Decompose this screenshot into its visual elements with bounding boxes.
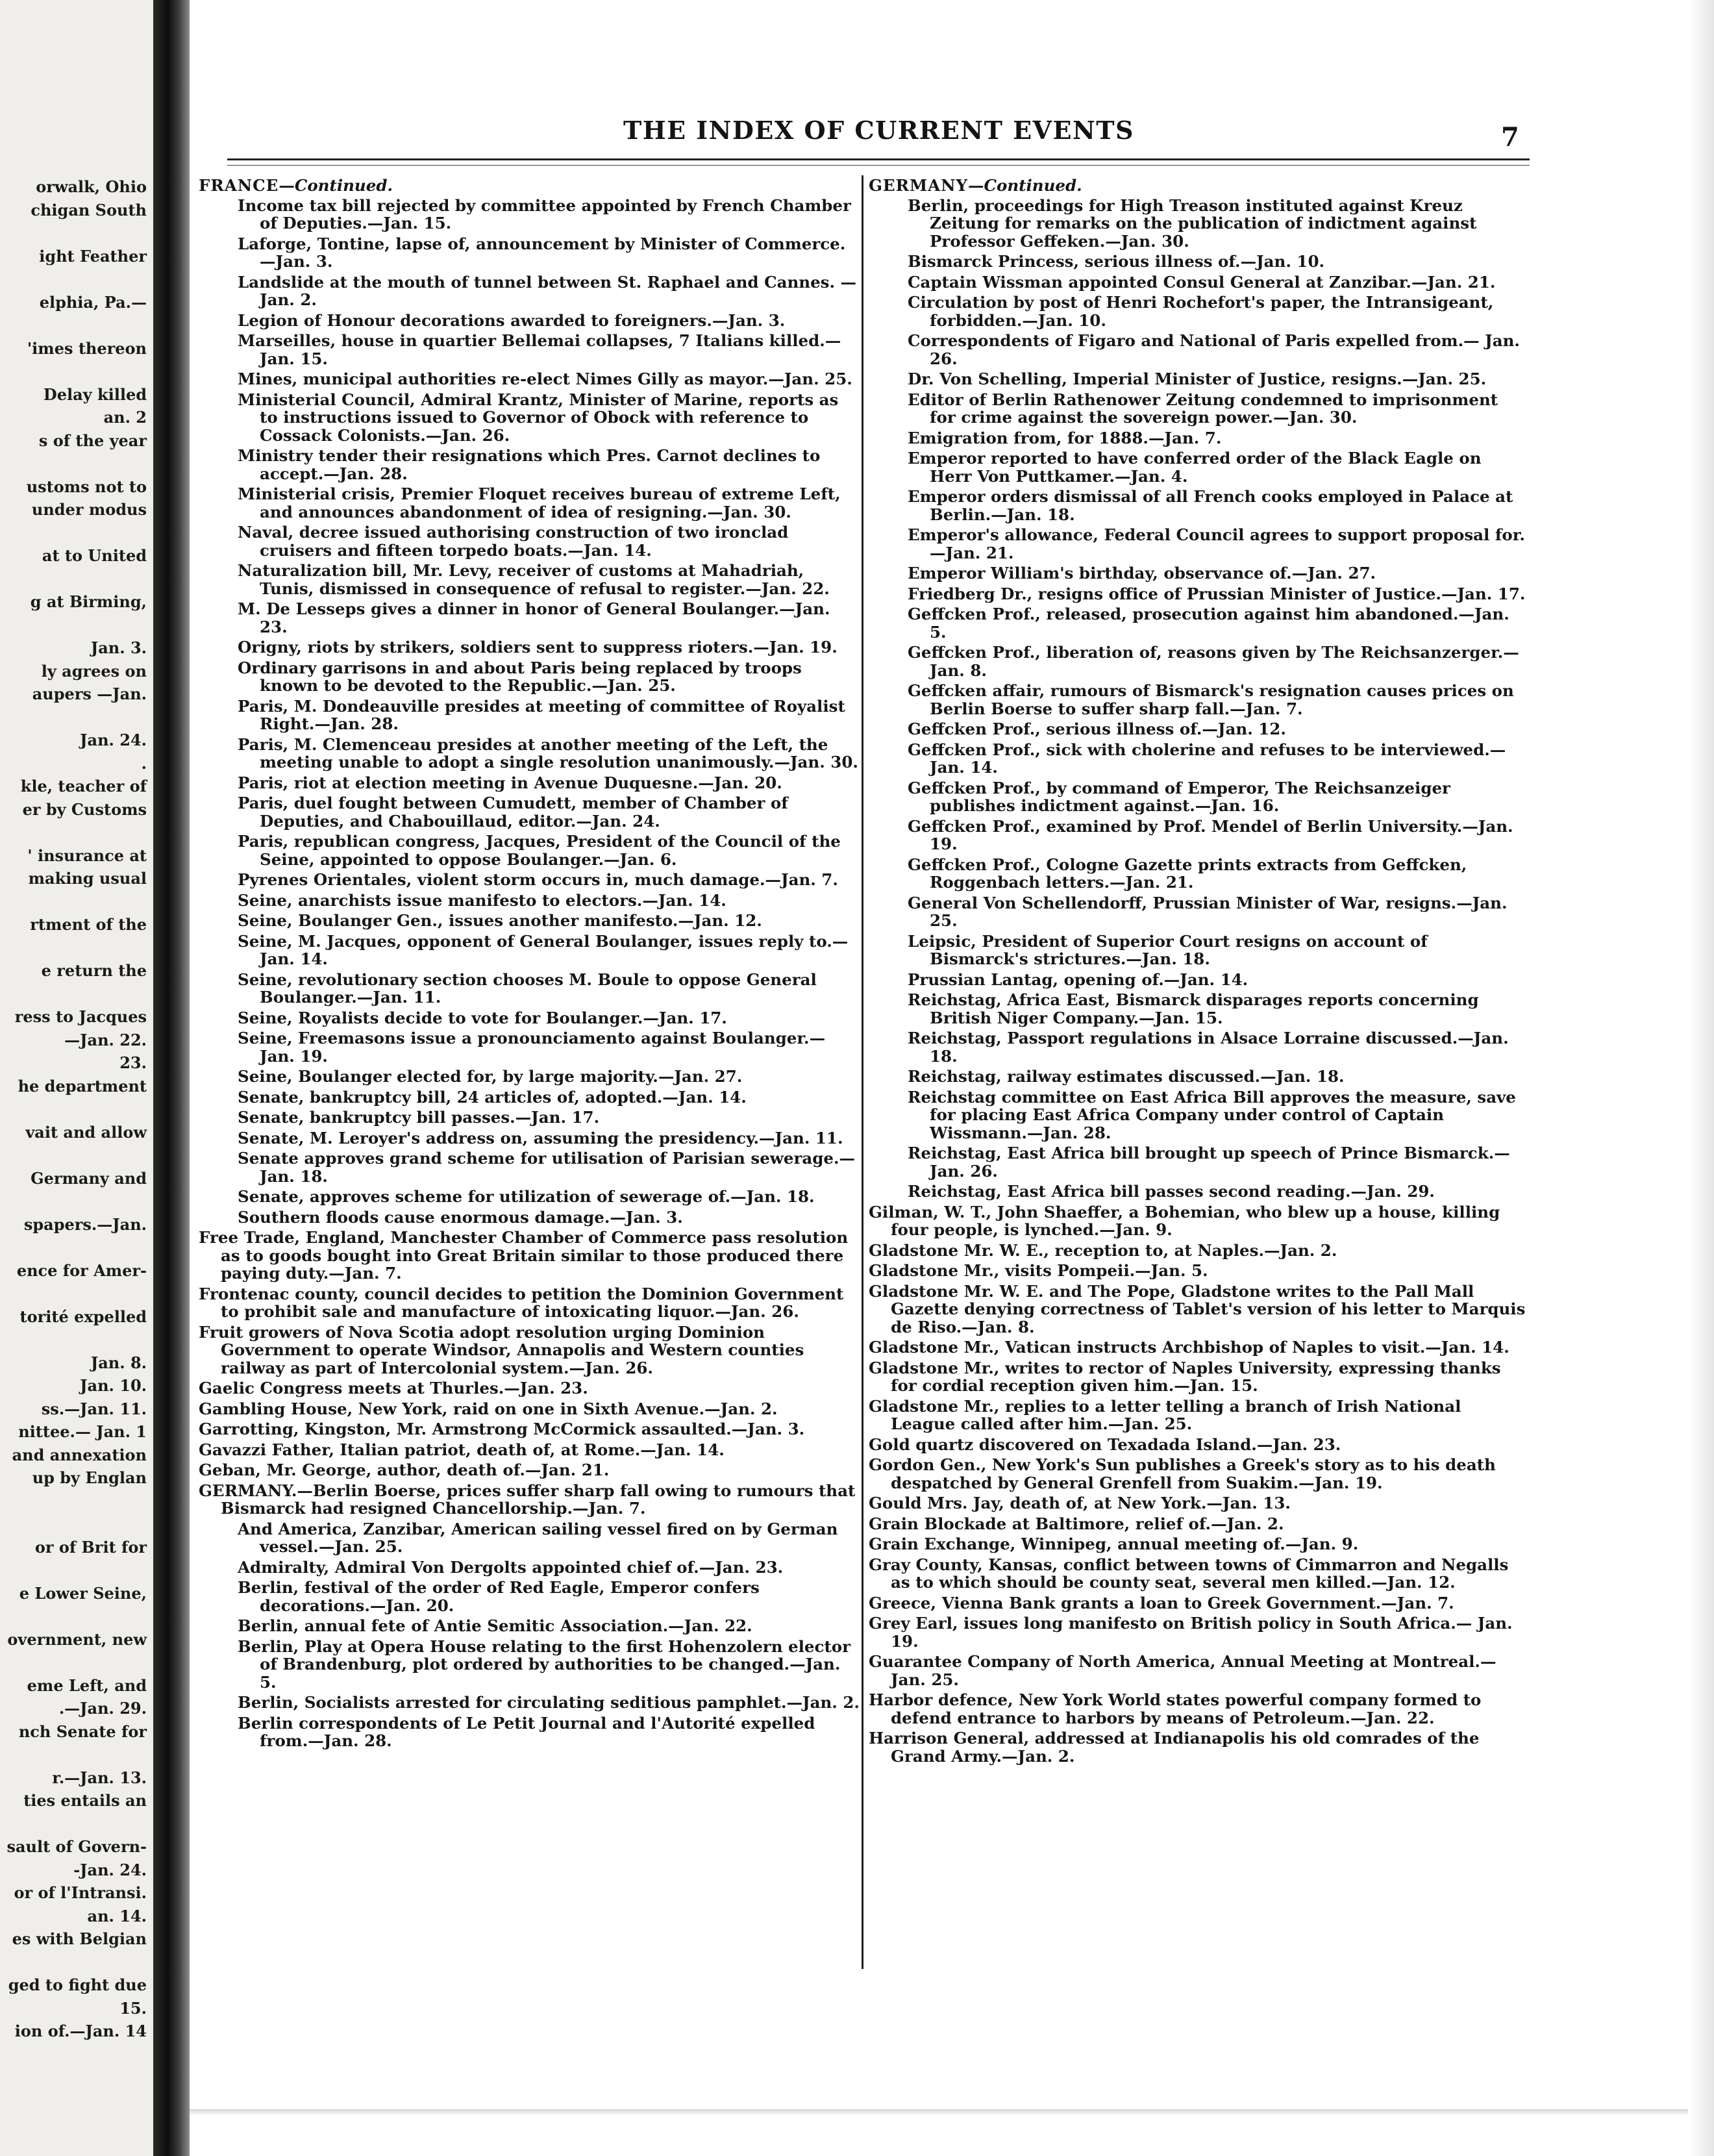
index-entry: Fruit growers of Nova Scotia adopt resolution urging Dominion Government to operate Windsor, Annapolis and Western counties railway as part of Intercolonial system.—Jan. 26. — [199, 1322, 804, 1377]
fragment-line: overnment, new — [7, 1629, 147, 1649]
fragment-line: ence for Amer- — [16, 1260, 147, 1280]
fragment-line — [0, 268, 151, 291]
fragment-line — [0, 936, 151, 960]
index-entry: Income tax bill rejected by committee appointed by French Chamber of Deputies.—Jan. 15. — [238, 195, 851, 232]
index-entry: Gordon Gen., New York's Sun publishes a Greek's story as to his death despatched by General Grenfell from Suakim.—Jan. 19. — [869, 1455, 1496, 1492]
index-entry: Senate, M. Leroyer's address on, assuming the presidency.—Jan. 11. — [238, 1128, 843, 1147]
fragment-line — [0, 1490, 151, 1513]
page-title: THE INDEX OF CURRENT EVENTS — [623, 116, 1134, 145]
index-entry: Gambling House, New York, raid on one in Sixth Avenue.—Jan. 2. — [199, 1399, 778, 1418]
index-entry: Geffcken Prof., serious illness of.—Jan. 12. — [908, 720, 1286, 738]
fragment-line — [0, 568, 151, 591]
index-entry: Geffcken Prof., examined by Prof. Mendel of Berlin University.—Jan. 19. — [908, 816, 1513, 853]
index-entry: Admiralty, Admiral Von Dergolts appointed chief of.—Jan. 23. — [238, 1557, 784, 1577]
index-entry: Berlin, festival of the order of Red Eagle, Emperor confers decorations.—Jan. 20. — [238, 1578, 760, 1615]
facing-page-text — [0, 175, 151, 2043]
index-entry: Free Trade, England, Manchester Chamber of Commerce pass resolution as to goods bought into Great Britain similar to those produced there paying duty.—Jan. 7. — [199, 1228, 849, 1283]
fragment-line: an. 2 — [103, 408, 147, 427]
index-entry: Frontenac county, council decides to petition the Dominion Government to prohibit sale and manufacture of intoxicating liquor.—Jan. 26. — [199, 1284, 844, 1321]
fragment-line: up by Englan — [32, 1468, 147, 1487]
fragment-line: making usual — [28, 869, 147, 888]
fragment-line: orwalk, Ohio — [36, 177, 147, 196]
fragment-line: nch Senate for — [18, 1722, 147, 1741]
fragment-line: ress to Jacques — [14, 1007, 147, 1026]
index-entry: Berlin correspondents of Le Petit Journal and l'Autorité expelled from.—Jan. 28. — [238, 1713, 815, 1750]
index-entry: Gold quartz discovered on Texadada Island.—Jan. 23. — [869, 1435, 1341, 1454]
fragment-line: ly agrees on — [41, 661, 147, 681]
index-entry: Paris, M. Dondeauville presides at meeting of committee of Royalist Right.—Jan. 28. — [238, 696, 845, 733]
fragment-line — [0, 1605, 151, 1628]
fragment-line: s of the year — [38, 431, 147, 450]
fragment-line — [0, 1512, 151, 1536]
fragment-line: .—Jan. 29. — [58, 1699, 147, 1718]
index-entry: Marseilles, house in quartier Bellemai collapses, 7 Italians killed.— Jan. 15. — [238, 331, 841, 368]
index-entry: Seine, revolutionary section chooses M. Boule to oppose General Boulanger.—Jan. 11. — [238, 970, 817, 1007]
index-entry: Emperor's allowance, Federal Council agrees to support proposal for. —Jan. 21. — [908, 525, 1525, 562]
index-entry: Naval, decree issued authorising construction of two ironclad cruisers and fifteen torpedo boats.—Jan. 14. — [238, 523, 789, 560]
index-entry: Guarantee Company of North America, Annual Meeting at Montreal.— Jan. 25. — [869, 1652, 1497, 1689]
fragment-line — [0, 360, 151, 383]
index-entry: Gladstone Mr., Vatican instructs Archbishop of Naples to visit.—Jan. 14. — [869, 1338, 1509, 1357]
fragment-line — [0, 1812, 151, 1836]
index-column-left — [199, 177, 860, 1753]
index-entry: Southern floods cause enormous damage.—Jan. 3. — [238, 1207, 683, 1227]
fragment-line: rtment of the — [30, 915, 147, 934]
index-entry: Emperor orders dismissal of all French cooks employed in Palace at Berlin.—Jan. 18. — [908, 487, 1513, 524]
fragment-line — [0, 1144, 151, 1167]
index-entry: Seine, anarchists issue manifesto to electors.—Jan. 14. — [238, 890, 727, 910]
header-rule-thin — [227, 165, 1530, 166]
index-entry: Laforge, Tontine, lapse of, announcement by Minister of Commerce. —Jan. 3. — [238, 234, 846, 271]
index-entry: Emperor William's birthday, observance of.—Jan. 27. — [908, 564, 1376, 583]
fragment-line: eme Left, and — [27, 1675, 147, 1695]
index-entry: Grey Earl, issues long manifesto on British policy in South Africa.— Jan. 19. — [869, 1614, 1513, 1651]
fragment-line: Jan. 24. — [80, 731, 147, 749]
index-entry: Emperor reported to have conferred order of the Black Eagle on Herr Von Puttkamer.—Jan. 4. — [908, 449, 1482, 486]
index-entry: M. De Lesseps gives a dinner in honor of General Boulanger.—Jan. 23. — [238, 599, 830, 636]
fragment-line: Jan. 10. — [80, 1376, 147, 1395]
index-entry: Paris, duel fought between Cumudett, member of Chamber of Deputies, and Chabouillaud, editor.—Jan. 24. — [238, 794, 788, 831]
fragment-line: ties entails an — [23, 1791, 147, 1810]
index-entry: Emigration from, for 1888.—Jan. 7. — [908, 428, 1222, 447]
fragment-line: Germany and — [31, 1168, 147, 1188]
page-right-edge — [1688, 0, 1714, 2156]
index-entry: Captain Wissman appointed Consul General at Zanzibar.—Jan. 21. — [908, 272, 1496, 292]
index-entry: Landslide at the mouth of tunnel between St. Raphael and Cannes. —Jan. 2. — [238, 272, 857, 309]
index-entry: Reichstag, Passport regulations in Alsace Lorraine discussed.—Jan. 18. — [908, 1029, 1509, 1066]
index-entry: Geffcken Prof., sick with cholerine and refuses to be interviewed.— Jan. 14. — [908, 740, 1506, 777]
fragment-line — [0, 706, 151, 729]
fragment-line: 'imes thereon — [27, 338, 147, 358]
index-entry: Harbor defence, New York World states powerful company formed to defend entrance to harbors by means of Petroleum.—Jan. 22. — [869, 1690, 1482, 1727]
fragment-line: 23. — [119, 1053, 147, 1072]
index-entry: Geffcken Prof., released, prosecution against him abandoned.—Jan. 5. — [908, 605, 1509, 642]
index-entry: Gladstone Mr. W. E., reception to, at Naples.—Jan. 2. — [869, 1240, 1337, 1260]
index-entry: Senate approves grand scheme for utilisation of Parisian sewerage.— Jan. 18. — [238, 1149, 855, 1186]
section-heading-continued: —Continued. — [967, 176, 1082, 195]
fragment-line — [0, 521, 151, 545]
page-bottom-edge — [190, 2109, 1714, 2116]
index-entry: Reichstag, East Africa bill brought up speech of Prince Bismarck.— Jan. 26. — [908, 1144, 1510, 1181]
index-entry: Berlin, proceedings for High Treason instituted against Kreuz Zeitung for remarks on the publication of indictment against Professor Geffeken.—Jan. 30. — [908, 195, 1477, 251]
fragment-line — [0, 221, 151, 245]
section-heading-continued: —Continued. — [279, 176, 393, 195]
index-entries — [869, 1203, 1528, 1766]
fragment-line: g at Birming, — [30, 592, 147, 611]
fragment-line — [0, 1743, 151, 1766]
index-entry: Seine, Freemasons issue a pronounciamento against Boulanger.— Jan. 19. — [238, 1029, 826, 1066]
index-entry: Senate, bankruptcy bill passes.—Jan. 17. — [238, 1108, 600, 1127]
index-entry: Grain Exchange, Winnipeg, annual meeting of.—Jan. 9. — [869, 1535, 1359, 1553]
index-entry: Reichstag, railway estimates discussed.—Jan. 18. — [908, 1067, 1345, 1086]
section-heading-germany — [869, 177, 1528, 195]
index-entry: Greece, Vienna Bank grants a loan to Greek Government.—Jan. 7. — [869, 1593, 1454, 1612]
index-entries — [199, 1229, 860, 1518]
index-entry: Legion of Honour decorations awarded to foreigners.—Jan. 3. — [238, 310, 786, 330]
index-entry: Seine, Royalists decide to vote for Boulanger.—Jan. 17. — [238, 1008, 727, 1027]
index-entry: Prussian Lantag, opening of.—Jan. 14. — [908, 970, 1248, 989]
fragment-line: at to United — [42, 546, 147, 565]
fragment-line — [0, 890, 151, 914]
index-entry: Gaelic Congress meets at Thurles.—Jan. 23. — [199, 1379, 588, 1398]
index-entry: Seine, Boulanger Gen., issues another manifesto.—Jan. 12. — [238, 911, 762, 930]
index-entry: General Von Schellendorff, Prussian Minister of War, resigns.—Jan. 25. — [908, 893, 1508, 930]
fragment-line: sault of Govern- — [6, 1837, 147, 1856]
fragment-line: spapers.—Jan. — [23, 1214, 147, 1234]
fragment-line: or of l'Intransi. — [14, 1883, 147, 1902]
fragment-line: Jan. 3. — [90, 638, 147, 657]
index-entry: Editor of Berlin Rathenower Zeitung condemned to imprisonment for crime against the sovereign power.—Jan. 30. — [908, 390, 1498, 427]
index-entry: Senate, bankruptcy bill, 24 articles of, adopted.—Jan. 14. — [238, 1087, 747, 1107]
index-entry: Grain Blockade at Baltimore, relief of.—Jan. 2. — [869, 1514, 1284, 1533]
fragment-line: ged to fight due — [8, 1975, 147, 1994]
fragment-line: under modus — [31, 500, 147, 519]
index-entry: Ministerial crisis, Premier Floquet receives bureau of extreme Left, and announces abandonment of idea of resigning.—Jan. 30. — [238, 484, 841, 521]
page-number: 7 — [1501, 122, 1519, 153]
fragment-line — [0, 983, 151, 1006]
fragment-line: -Jan. 24. — [73, 1860, 147, 1879]
book-gutter — [153, 0, 190, 2156]
index-entry: Paris, M. Clemenceau presides at another meeting of the Left, the meeting unable to adopt a single resolution unanimously.—Jan. 30. — [238, 734, 858, 771]
index-entry: Garrotting, Kingston, Mr. Armstrong McCormick assaulted.—Jan. 3. — [199, 1420, 805, 1438]
fragment-line — [0, 452, 151, 475]
index-entry: Leipsic, President of Superior Court resigns on account of Bismarck's strictures.—Jan. 18. — [908, 931, 1428, 968]
index-entry: Geban, Mr. George, author, death of.—Jan. 21. — [199, 1460, 610, 1479]
index-entry: Reichstag, Africa East, Bismarck disparages reports concerning British Niger Company.—Jan. 15. — [908, 990, 1479, 1027]
fragment-line: nittee.— Jan. 1 — [18, 1422, 147, 1441]
index-entry: Berlin, Socialists arrested for circulating seditious pamphlet.—Jan. 2. — [238, 1693, 860, 1712]
index-entry: Berlin, annual fete of Antie Semitic Association.—Jan. 22. — [238, 1616, 752, 1635]
index-entry: Paris, republican congress, Jacques, President of the Council of the Seine, appointed to oppose Boulanger.—Jan. 6. — [238, 832, 841, 869]
fragment-line: r.—Jan. 13. — [52, 1768, 147, 1787]
index-entry: Gilman, W. T., John Shaeffer, a Bohemian, who blew up a house, killing four people, is lynched.—Jan. 9. — [869, 1202, 1500, 1239]
index-entry: Geffcken Prof., by command of Emperor, The Reichsanzeiger publishes indictment against.—Jan. 16. — [908, 778, 1450, 815]
fragment-line: he department — [18, 1076, 147, 1096]
fragment-line: e Lower Seine, — [19, 1583, 147, 1603]
france-sub-entries — [199, 197, 860, 1227]
index-entry: Reichstag committee on East Africa Bill approves the measure, save for placing East Africa Company under control of Captain Wissmann.—Jan. 28. — [908, 1087, 1516, 1142]
index-entry: Gould Mrs. Jay, death of, at New York.—Jan. 13. — [869, 1494, 1291, 1512]
fragment-line — [0, 1328, 151, 1351]
index-entry: Seine, Boulanger elected for, by large majority.—Jan. 27. — [238, 1067, 743, 1086]
fragment-line: 15. — [119, 1998, 147, 2018]
germany-sub-entries — [199, 1520, 860, 1750]
fragment-line — [0, 1651, 151, 1674]
index-entry: Gladstone Mr. W. E. and The Pope, Gladstone writes to the Pall Mall Gazette denying correctness of Tablet's version of his letter to Marquis de Riso.—Jan. 8. — [869, 1281, 1526, 1336]
fragment-line — [0, 1559, 151, 1582]
index-entry: Harrison General, addressed at Indianapolis his old comrades of the Grand Army.—Jan. 2. — [869, 1729, 1480, 1766]
column-divider — [862, 175, 863, 1969]
fragment-line: Delay killed — [43, 384, 147, 404]
index-entry: Mines, municipal authorities re-elect Nimes Gilly as mayor.—Jan. 25. — [238, 370, 852, 388]
fragment-line — [0, 1282, 151, 1305]
index-entry: Senate, approves scheme for utilization of sewerage of.—Jan. 18. — [238, 1187, 815, 1206]
index-entry: Pyrenes Orientales, violent storm occurs in, much damage.—Jan. 7. — [238, 870, 838, 889]
header-rule — [227, 158, 1530, 160]
fragment-line — [0, 614, 151, 637]
index-entry: Berlin, Play at Opera House relating to the first Hohenzolern elector of Brandenburg, plot ordered by authorities to be changed.—Jan. 5. — [238, 1636, 851, 1692]
index-entry: Paris, riot at election meeting in Avenue Duquesne.—Jan. 20. — [238, 773, 782, 792]
germany-sub-entries — [869, 197, 1528, 1201]
fragment-line: . — [141, 753, 147, 773]
facing-page-fragment — [0, 0, 156, 2156]
fragment-line: ss.—Jan. 11. — [41, 1399, 147, 1418]
fragment-line: ion of.—Jan. 14 — [14, 2022, 147, 2040]
index-entry: Gladstone Mr., writes to rector of Naples University, expressing thanks for cordial reception given him.—Jan. 15. — [869, 1358, 1501, 1395]
fragment-line: vait and allow — [25, 1122, 147, 1142]
fragment-line — [0, 1190, 151, 1213]
fragment-line: er by Customs — [22, 799, 147, 819]
index-entry: Geffcken Prof., Cologne Gazette prints extracts from Geffcken, Roggenbach letters.—Jan. 21. — [908, 855, 1467, 892]
index-entry: Bismarck Princess, serious illness of.—Jan. 10. — [908, 252, 1325, 271]
index-entry: Gray County, Kansas, conflict between towns of Cimmarron and Negalls as to which should be county seat, several men killed.—Jan. 12. — [869, 1555, 1509, 1592]
index-column-right — [869, 177, 1528, 1768]
fragment-line: ' insurance at — [27, 846, 147, 865]
index-entry: GERMANY.—Berlin Boerse, prices suffer sharp fall owing to rumours that Bismarck had resigned Chancellorship.—Jan. 7. — [199, 1481, 856, 1518]
section-heading-text: FRANCE — [199, 176, 279, 195]
fragment-line — [0, 1097, 151, 1121]
section-heading-france — [199, 177, 860, 195]
fragment-line: ight Feather — [39, 246, 147, 266]
section-heading-text: GERMANY — [869, 176, 968, 195]
fragment-line: or of Brit for — [34, 1537, 147, 1557]
fragment-line: kle, teacher of — [20, 777, 147, 796]
fragment-line: elphia, Pa.— — [39, 292, 147, 312]
index-entry: Geffcken affair, rumours of Bismarck's resignation causes prices on Berlin Boerse to suffer sharp fall.—Jan. 7. — [908, 681, 1514, 718]
fragment-line — [0, 1951, 151, 1974]
fragment-line: es with Belgian — [12, 1929, 147, 1948]
fragment-line — [0, 314, 151, 337]
fragment-line: and annexation — [12, 1445, 147, 1464]
fragment-line: chigan South — [31, 200, 147, 219]
fragment-line: ustoms not to — [26, 477, 147, 496]
index-entry: Seine, M. Jacques, opponent of General Boulanger, issues reply to.— Jan. 14. — [238, 931, 849, 968]
fragment-line: e return the — [41, 961, 147, 980]
index-entry: Geffcken Prof., liberation of, reasons given by The Reichsanzerger.— Jan. 8. — [908, 643, 1519, 680]
index-entry: Gladstone Mr., replies to a letter telling a branch of Irish National League called after him.—Jan. 25. — [869, 1396, 1461, 1433]
fragment-line: torité expelled — [19, 1307, 147, 1326]
index-entry: Gladstone Mr., visits Pompeii.—Jan. 5. — [869, 1261, 1208, 1280]
index-entry: And America, Zanzibar, American sailing vessel fired on by German vessel.—Jan. 25. — [238, 1519, 838, 1556]
index-entry: Ordinary garrisons in and about Paris being replaced by troops known to be devoted to the Republic.—Jan. 25. — [238, 658, 802, 695]
fragment-line — [0, 1236, 151, 1259]
fragment-line: —Jan. 22. — [64, 1030, 147, 1049]
index-entry: Circulation by post of Henri Rochefort's paper, the Intransigeant, forbidden.—Jan. 10. — [908, 293, 1494, 330]
index-entry: Dr. Von Schelling, Imperial Minister of Justice, resigns.—Jan. 25. — [908, 370, 1487, 388]
index-entry: Friedberg Dr., resigns office of Prussian Minister of Justice.—Jan. 17. — [908, 584, 1526, 603]
index-entry: Gavazzi Father, Italian patriot, death of, at Rome.—Jan. 14. — [199, 1440, 725, 1459]
index-entry: Naturalization bill, Mr. Levy, receiver of customs at Mahadriah, Tunis, dismissed in consequence of refusal to register.—Jan. 22. — [238, 561, 830, 598]
fragment-line: aupers —Jan. — [32, 684, 147, 703]
fragment-line: Jan. 8. — [90, 1353, 147, 1372]
fragment-line — [0, 821, 151, 844]
index-entry: Ministerial Council, Admiral Krantz, Minister of Marine, reports as to instructions issued to Governor of Obock with reference to Cossack Colonists.—Jan. 26. — [238, 390, 839, 445]
index-entry: Ministry tender their resignations which Pres. Carnot declines to accept.—Jan. 28. — [238, 446, 821, 483]
index-entry: Origny, riots by strikers, soldiers sent to suppress rioters.—Jan. 19. — [238, 638, 838, 657]
index-entry: Reichstag, East Africa bill passes second reading.—Jan. 29. — [908, 1182, 1435, 1201]
fragment-line: an. 14. — [87, 1906, 147, 1925]
index-entry: Correspondents of Figaro and National of Paris expelled from.— Jan. 26. — [908, 331, 1520, 368]
